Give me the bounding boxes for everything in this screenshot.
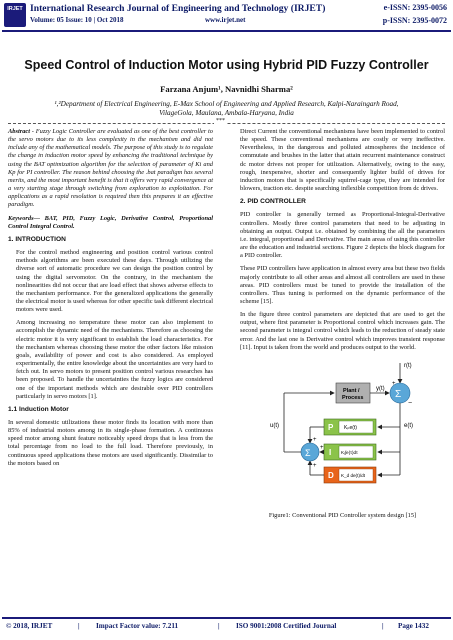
intro-paragraph-2: Among increasing no temperature these motor can also implement to accomplish the dynamic need of the mechanisms. Therefore as choosing the electric motor it is very significant to establish the load characteristics. For the mechanism whereas choosing these motor the other factors like mission goals, availability of power and cost is also considered. As employed experimentally, the entire knowledge about the uncertainties are very hard to fetch out. In servo motors to present position control various researches has been proposed. To handle the uncertainties the fuzzy logics are considered one of the important methods which are desirable over PID controllers particularly in servo motors [1].	[16, 319, 213, 400]
induction-motor-heading: 1.1 Induction Motor	[8, 405, 69, 413]
p-term: Kₚe(t)	[344, 424, 357, 431]
figure-caption: Figure1: Conventional PID Controller system design [15]	[268, 512, 417, 520]
minus-sign: −	[408, 399, 413, 407]
pid-controller-heading: 2. PID CONTROLLER	[240, 198, 306, 206]
rt-label: r(t)	[404, 362, 412, 369]
left-column	[8, 128, 213, 473]
keywords-text: BAT, PID, Fuzzy Logic, Derivative Control, Proportional Control Integral Control.	[8, 214, 213, 230]
right-column	[240, 128, 445, 520]
footer-divider-2: |	[218, 622, 220, 630]
pid-diagram-figure	[240, 357, 445, 520]
abstract-text: - Fuzzy Logic Controller are evaluated as one of the best controller to the servo motors due to its less complexity in the mechanism and did not include any of the mathematical models. The purpose of this study is to regulate the change in induction motor speed by enhancing the traditional technique by using the BAT optimization algorithm for the selection of parameter of Ki and Kp for PI controller. The reason behind choosing the .bat paradigm has several merits, and the most important benefit is that it offers very rapid convergence at a very starting stage through switching from exploration to exploitation. For applications as a rapid resolution is required then this prepares it an effective paradigm.	[8, 128, 213, 209]
affiliation: ¹,²Department of Electrical Engineering, E-Max School of Engineering and Applied Research, Kalpi-Naraingarh Road, VilageGola, Maulana, Ambala-Haryana, India	[54, 100, 399, 118]
pid-paragraph-2: These PID controllers have application in almost every area but these two fields majorly contribute to all other areas and almost all controllers are used in these areas. PID controllers must be tuned to provide the installation of the controllers. Thus tuning is performed on the dynamic performance of the scheme [15].	[240, 265, 445, 305]
pid-paragraph-3: In the figure three control parameters are depicted that are used to get the output, where first parameter is Proportional control which increases gain. The second parameter is integral control which leads to the reduction of steady state error. And the last one is Derivative control which improves transient response [11]. Input is taken from the world and produces output to the world.	[240, 311, 445, 351]
plus-sign-1: +	[392, 380, 396, 387]
footer-iso: ISO 9001:2008 Certified Journal	[236, 622, 337, 630]
abstract-label: Abstract	[8, 128, 31, 135]
et-label: e(t)	[404, 422, 413, 429]
footer-divider-1: |	[78, 622, 80, 630]
i-letter: I	[329, 447, 332, 457]
p-letter: P	[328, 422, 334, 432]
keywords	[8, 215, 213, 231]
d-term: K_d de(t)/dt	[341, 472, 366, 478]
divider-stars: ***	[216, 118, 225, 124]
induction-paragraph-1: In several domestic utilizations these motor finds its location with more than 85% of industrial motors among in its single-phase formation. A continuous speed motor among shunt feature noticeably speed drops that is less from the total percentage from no load to the full load. Therefore previously, in continuous speed applications these motors are used significantly. Dissimilar to the motors based on	[8, 419, 213, 467]
footer-impact-factor: Impact Factor value: 7.211	[96, 622, 179, 630]
plus-sign-4: +	[313, 462, 317, 469]
process-label: Process	[342, 394, 364, 401]
pid-block-diagram	[240, 357, 445, 507]
journal-title: International Research Journal of Engineering and Technology (IRJET)	[30, 3, 326, 14]
sum-symbol-1: Σ	[395, 388, 402, 400]
journal-logo: IRJET	[4, 3, 26, 27]
plus-sign-2: +	[313, 436, 317, 443]
intro-paragraph-1: For the control method engineering and position control various control methods algorithms are been executed these days. Through utilizing the diverse sort of automatic procedure we can design the position control by using the digital servomotor. On the contrary, in the mechanism the nonlinearities did not occur that are load effect that shows adverse effects to the mechanism performance. For the generalized applications the generally the electrical motor is used whereas for other specific task different electrical motors were used.	[16, 249, 214, 314]
e-issn: e-ISSN: 2395-0056	[383, 3, 447, 12]
authors: Farzana Anjum¹, Navnidhi Sharma²	[160, 84, 293, 94]
plant-label: Plant /	[343, 387, 360, 394]
d-letter: D	[328, 470, 334, 480]
footer-page-number: Page 1432	[398, 622, 429, 630]
i-term: Kᵢ∫e(τ)dτ	[341, 449, 358, 455]
sum-symbol-2: Σ	[305, 447, 311, 458]
journal-website[interactable]: www.irjet.net	[205, 16, 246, 24]
footer-copyright: © 2018, IRJET	[6, 622, 53, 630]
volume-info: Volume: 05 Issue: 10 | Oct 2018	[30, 16, 124, 24]
pid-paragraph-1: PID controller is generally termed as Proportional-Integral-Derivative controllers. Mostly three control parameters that need to be adjusting in obtaining an output. Output i.e. obtained by combining the all the parameters i.e. integral, proportional and Derivative. The main areas of using this controller are the education and industrial sections. Figure 2 depicts the block diagram for a PID controller.	[240, 211, 445, 260]
footer-divider-3: |	[382, 622, 384, 630]
yt-label: y(t)	[376, 385, 385, 392]
journal-header	[0, 0, 453, 34]
p-issn: p-ISSN: 2395-0072	[382, 16, 447, 25]
plus-sign-3: +	[320, 444, 324, 451]
abstract	[8, 128, 213, 210]
continued-paragraph: Direct Current the conventional mechanisms have been implemented to control the speed. These conventional mechanisms are costly or very ineffective. Nevertheless, in the dangerous and polluted atmospheres the incidence of commutate and brushes in the latter that attain recurrent maintenance construct dc motor drives not proper for utilization. Alternatively, owing to the easy, rough, inexpensive, shorter and consequently lighter build of drives for induction motors that is specifically squirrel-cage type, they are intended for blowers, traction etc. despite searching inflexible competition from dc drives.	[240, 128, 445, 193]
header-rule	[2, 30, 451, 32]
paper-title: Speed Control of Induction Motor using Hybrid PID Fuzzy Controller	[24, 58, 429, 72]
introduction-heading: 1. INTRODUCTION	[8, 235, 66, 243]
keywords-label: Keywords—	[8, 214, 40, 222]
footer-rule	[2, 617, 451, 619]
ut-label: u(t)	[270, 422, 279, 429]
